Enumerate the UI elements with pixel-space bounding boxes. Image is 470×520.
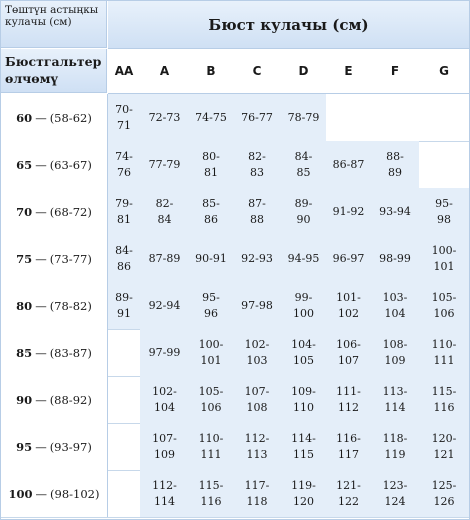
band-dash: — [35,157,47,172]
bust-range-cell: 107- 109 [140,423,189,470]
band-size: 85 [16,345,33,360]
bust-range-cell: 118- 119 [371,423,419,470]
bust-range-cell [108,329,140,376]
table-row [1,282,469,330]
cup-header-cell: E [344,64,353,78]
bust-range-cell: 92-93 [233,235,281,282]
underbust-header: Төштүн астыңкы кулачы (см) [1,1,107,48]
bust-range-cell: 115- 116 [189,470,233,517]
bust-range-cell: 125- 126 [419,470,469,517]
bust-range-cell: 106- 107 [326,329,371,376]
bust-range-cell: 87-89 [140,235,189,282]
cup-header-row [108,49,469,94]
bust-range-cell: 120- 121 [419,423,469,470]
cup-header-cell: B [206,64,216,78]
underbust-range: (93-97) [49,439,92,454]
bust-range-cell: 74- 76 [108,141,140,188]
band-size: 65 [16,157,33,172]
band-size-cell [1,470,108,517]
bust-range-cell: 103- 104 [371,282,419,329]
bust-range-cell: 112- 113 [233,423,281,470]
underbust-range: (63-67) [49,157,92,172]
bust-range-cell: 100- 101 [189,329,233,376]
underbust-range: (98-102) [50,486,100,501]
bust-range-cell: 86-87 [326,141,371,188]
band-size-cell [1,282,108,329]
bust-range-cell [108,423,140,470]
band-size-cell [1,329,108,376]
table-row [1,470,469,518]
bust-range-cell: 100- 101 [419,235,469,282]
bust-range-cell: 80- 81 [189,141,233,188]
underbust-range: (78-82) [49,298,92,313]
bust-range-cell: 102- 103 [233,329,281,376]
bust-range-cell: 87- 88 [233,188,281,235]
bust-range-cell: 88- 89 [371,141,419,188]
bust-range-cell: 115- 116 [419,376,469,423]
bust-range-cell: 97-98 [233,282,281,329]
cup-header-cell: G [439,64,449,78]
underbust-range: (83-87) [49,345,92,360]
bust-range-cell: 98-99 [371,235,419,282]
band-size-cell [1,188,108,235]
bust-range-cell: 109- 110 [281,376,326,423]
bust-range-cell: 91-92 [326,188,371,235]
band-size: 75 [16,251,33,266]
underbust-range: (68-72) [49,204,92,219]
band-dash: — [35,110,47,125]
band-dash: — [35,392,47,407]
cup-header-cell: D [298,64,309,78]
band-dash: — [35,251,47,266]
bust-range-cell: 104- 105 [281,329,326,376]
bust-range-cell: 77-79 [140,141,189,188]
bust-range-cell: 82- 84 [140,188,189,235]
table-row [1,423,469,471]
bust-range-cell: 108- 109 [371,329,419,376]
bust-range-cell [419,141,469,188]
band-size: 100 [8,486,33,501]
bust-range-cell: 78-79 [281,94,326,141]
bust-range-cell [108,470,140,517]
bust-range-cell: 117- 118 [233,470,281,517]
cup-header-cell: A [159,64,170,78]
underbust-range: (88-92) [49,392,92,407]
table-row [1,376,469,424]
cup-header-cell: C [252,64,262,78]
band-size: 90 [16,392,33,407]
bust-range-cell: 113- 114 [371,376,419,423]
band-size-cell [1,141,108,188]
underbust-range: (73-77) [49,251,92,266]
underbust-range: (58-62) [49,110,92,125]
cup-header-cell: AA [114,64,134,78]
bust-range-cell: 111- 112 [326,376,371,423]
bust-range-cell: 97-99 [140,329,189,376]
table-row [1,329,469,377]
cup-header-cell: F [390,64,400,78]
bust-range-cell: 89- 91 [108,282,140,329]
bust-range-cell: 99- 100 [281,282,326,329]
bust-range-cell: 114- 115 [281,423,326,470]
bust-range-cell: 72-73 [140,94,189,141]
bust-range-cell [108,376,140,423]
band-dash: — [35,204,47,219]
bust-range-cell: 110- 111 [189,423,233,470]
table-row [1,188,469,236]
band-size: 70 [16,204,33,219]
bust-range-cell: 85- 86 [189,188,233,235]
bust-range-cell [419,94,469,141]
band-size: 95 [16,439,33,454]
bust-range-cell: 93-94 [371,188,419,235]
band-size: 80 [16,298,33,313]
bust-range-cell: 121- 122 [326,470,371,517]
band-dash: — [35,439,47,454]
bust-range-cell: 76-77 [233,94,281,141]
bust-range-cell: 84- 86 [108,235,140,282]
band-size: 60 [16,110,33,125]
bust-range-cell: 101- 102 [326,282,371,329]
table-row [1,235,469,283]
bust-range-cell: 74-75 [189,94,233,141]
bust-range-cell: 82- 83 [233,141,281,188]
band-size-cell [1,376,108,423]
bust-range-cell: 102- 104 [140,376,189,423]
band-dash: — [35,298,47,313]
bust-range-cell: 110- 111 [419,329,469,376]
bust-range-cell: 112- 114 [140,470,189,517]
band-size-cell [1,235,108,282]
bust-range-cell [371,94,419,141]
bust-range-cell: 105- 106 [419,282,469,329]
band-dash: — [35,486,48,501]
band-size-cell [1,94,108,141]
bust-range-cell: 105- 106 [189,376,233,423]
bust-range-cell: 84- 85 [281,141,326,188]
table-row [1,141,469,189]
bust-range-cell: 95- 96 [189,282,233,329]
band-size-cell [1,423,108,470]
bust-range-cell: 89- 90 [281,188,326,235]
bust-range-cell: 70- 71 [108,94,140,141]
bust-range-cell: 96-97 [326,235,371,282]
bust-range-cell: 107- 108 [233,376,281,423]
table-row [1,94,469,142]
band-dash: — [35,345,47,360]
bust-range-cell [326,94,371,141]
bust-range-cell: 92-94 [140,282,189,329]
bust-range-cell: 95- 98 [419,188,469,235]
bust-range-cell: 94-95 [281,235,326,282]
bust-range-cell: 123- 124 [371,470,419,517]
bust-range-cell: 119- 120 [281,470,326,517]
bust-header: Бюст кулачы (см) [108,1,469,49]
bust-range-cell: 116- 117 [326,423,371,470]
bust-range-cell: 90-91 [189,235,233,282]
bra-size-header: Бюстгальтер өлчөмү [1,49,107,93]
bust-range-cell: 79- 81 [108,188,140,235]
